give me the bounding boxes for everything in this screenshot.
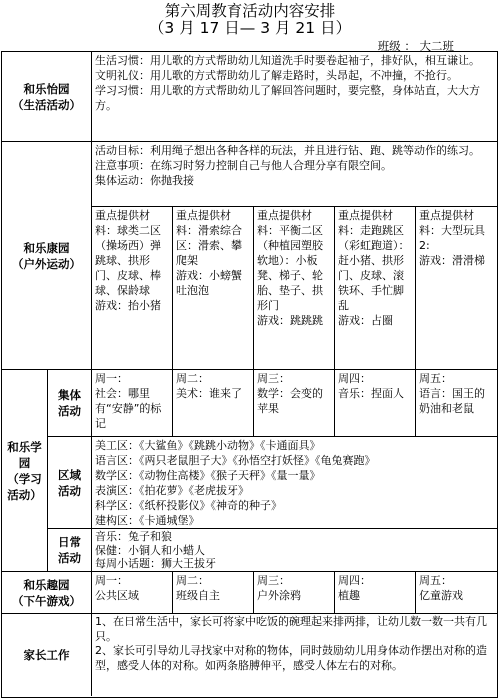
group-day-1 xyxy=(92,370,172,436)
daily-activity-label-text: 日常活动 xyxy=(58,535,81,565)
outdoor-day-text: 重点提供材料：球类二区（操场西）弹跳球、拱形门、皮球、棒球、保龄球 游戏：抬小猪 xyxy=(95,209,161,312)
afternoon-day-text: 周五： 亿童游戏 xyxy=(419,574,463,602)
outdoor-day-text: 重点提供材料：平衡二区（种植园塑胶软地）：小板凳、梯子、轮胎、垫子、拱形门 游戏：跳跳跳 xyxy=(257,209,323,327)
schedule-table xyxy=(1,51,498,698)
outdoor-day-4 xyxy=(335,207,415,369)
learning-label-text: 和乐学园 （学习活动） xyxy=(7,439,42,502)
outdoor-day-5 xyxy=(416,207,496,369)
outdoor-day-1 xyxy=(92,207,172,369)
life-label xyxy=(2,52,91,141)
afternoon-label-text: 和乐趣园 （下午游戏） xyxy=(12,577,81,608)
life-label-text: 和乐怡园 （生活活动） xyxy=(12,81,81,112)
parents-content: 1、在日常生活中，家长可将家中吃饭的碗理起来排两排，让幼儿数一数一共有几只。 2、家长可引导幼儿寻找家中对称的物体，同时鼓励幼儿用身体动作摆出对称的造型，感受人体的对称。如两条胳膊伸平，感受人体左右的对称。 xyxy=(95,615,487,672)
learning-label xyxy=(2,370,47,571)
group-day-3 xyxy=(254,370,334,436)
outdoor-intro: 活动目标：利用绳子想出各种各样的玩法，并且进行钻、跑、跳等动作的练习。 注意事项：在练习时努力控制自己与他人合理分享有限空间。 集体运动：你抛我接 xyxy=(95,144,480,187)
group-day-text: 周四： 音乐：捏面人 xyxy=(338,372,404,400)
daily-activity-content: 音乐：兔子和狼 保健：小铜人和小蜡人 每周小话题：狮大王拔牙 xyxy=(95,530,216,570)
outdoor-day-2 xyxy=(173,207,253,369)
group-day-text: 周五： 语言：国王的奶油和老鼠 xyxy=(419,372,485,415)
group-activity-label-text: 集体活动 xyxy=(58,388,81,418)
afternoon-day-text: 周二： 班级自主 xyxy=(176,574,220,602)
afternoon-day-5 xyxy=(416,572,496,613)
afternoon-day-3 xyxy=(254,572,334,613)
life-content: 生活习惯：用儿歌的方式帮助幼儿知道洗手时要卷起袖子，排好队，相互谦让。 文明礼仪：用儿歌的方式帮助幼儿了解走路时，头昂起，不冲撞，不抢行。 学习习惯：用儿歌的方式帮助幼儿了解回答问题时，要完整，身体站直，大大方方。 xyxy=(95,54,480,112)
parents-label-text: 家长工作 xyxy=(23,648,70,662)
group-day-text: 周三： 数学：会变的苹果 xyxy=(257,372,323,415)
afternoon-day-1 xyxy=(92,572,172,613)
daily-activity-label xyxy=(48,529,91,571)
group-day-2 xyxy=(173,370,253,436)
page-title: 第六周教育活动内容安排 xyxy=(164,2,336,20)
outdoor-day-text: 重点提供材料：走跑跳区（彩虹跑道）：赶小猪、拱形门、皮球、滚铁环、手忙脚乱 游戏：占圈 xyxy=(338,209,410,327)
parents-label xyxy=(2,614,91,696)
group-day-text: 周一： 社会：哪里有“安静”的标记 xyxy=(95,372,162,430)
class-label: 班级 ： 大二班 xyxy=(377,39,454,53)
group-day-text: 周二： 美术：谁来了 xyxy=(176,372,242,400)
outdoor-label xyxy=(2,142,91,369)
afternoon-day-4 xyxy=(335,572,415,613)
afternoon-day-text: 周三： 户外涂鸦 xyxy=(257,574,301,602)
outdoor-day-text: 重点提供材料：大型玩具 2: 游戏：滑滑梯 xyxy=(419,209,485,267)
group-day-5 xyxy=(416,370,496,436)
outdoor-day-3 xyxy=(254,207,334,369)
afternoon-day-2 xyxy=(173,572,253,613)
afternoon-day-text: 周一： 公共区域 xyxy=(95,574,139,602)
date-range: （3 月 17 日— 3 月 21 日） xyxy=(148,19,352,37)
area-activity-label xyxy=(48,437,91,528)
area-activity-label-text: 区域活动 xyxy=(58,467,81,498)
outdoor-label-text: 和乐康园 （户外运动） xyxy=(12,240,81,271)
outdoor-day-text: 重点提供材料：滑索综合区：滑索、攀爬架 游戏：小螃蟹吐泡泡 xyxy=(176,209,242,297)
group-activity-label xyxy=(48,370,91,436)
group-day-4 xyxy=(335,370,415,436)
afternoon-day-text: 周四： 植趣 xyxy=(338,574,371,602)
afternoon-label xyxy=(2,572,91,613)
area-activity-content: 美工区：《大鲨鱼》《跳跳小动物》《卡通面具》 语言区：《两只老鼠胆子大》《孙悟空打妖怪》《龟兔赛跑》 数学区：《动物住高楼》《猴子天秤》《量一量》 表演区：《拍花萝》《老虎拔牙》 科学区：《纸杯投影仪》《神奇的种子》 建构区：《卡通城堡》 xyxy=(95,439,376,527)
